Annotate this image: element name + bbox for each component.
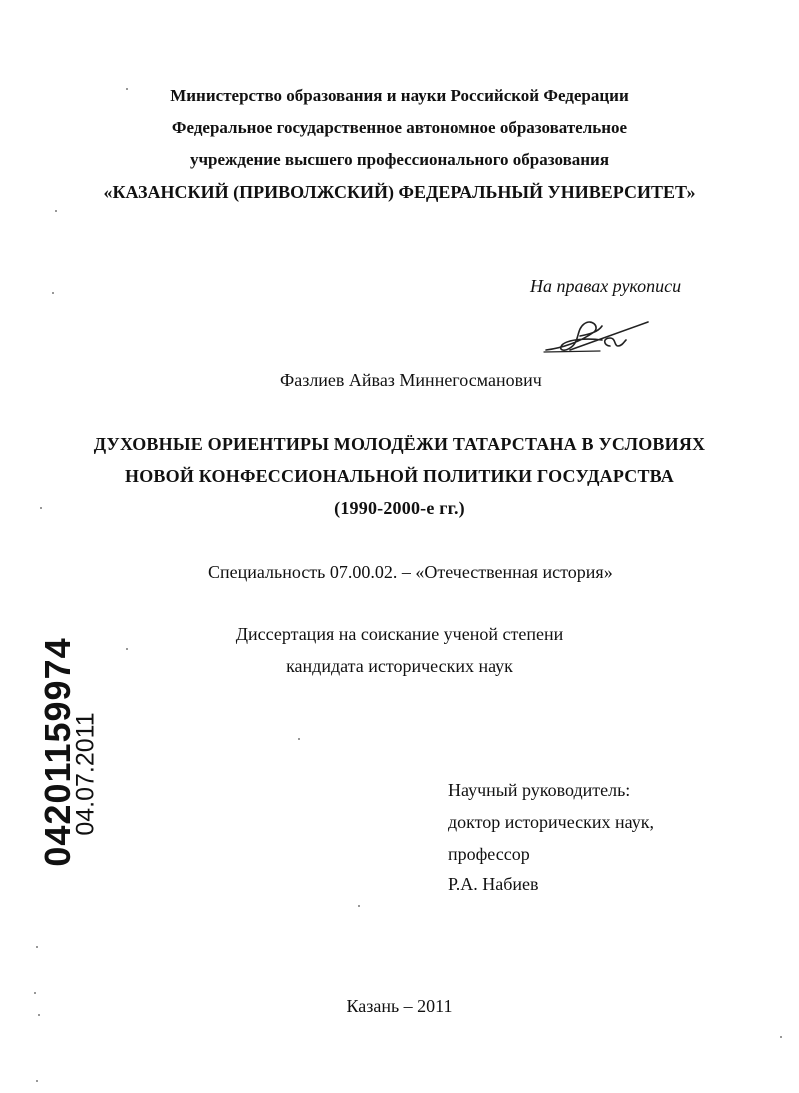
institution-type-line: Федеральное государственное автономное образовательное — [171, 118, 628, 137]
institution-education-line: учреждение высшего профессионального образования — [189, 150, 610, 169]
supervisor-label: Научный руководитель: — [448, 780, 631, 800]
dissertation-line-2: кандидата исторических наук — [286, 656, 513, 676]
scan-speck — [38, 1014, 40, 1016]
title-line-3: (1990-2000-е гг.) — [334, 498, 465, 518]
manuscript-note: На правах рукописи — [530, 276, 682, 296]
ministry-line: Министерство образования и науки Российской Федерации — [170, 86, 629, 105]
supervisor-degree: доктор исторических наук, — [448, 812, 654, 832]
scan-speck — [36, 1080, 38, 1082]
specialty: Специальность 07.00.02. – «Отечественная история» — [208, 562, 613, 582]
scan-speck — [52, 292, 54, 294]
title-line-2: НОВОЙ КОНФЕССИОНАЛЬНОЙ ПОЛИТИКИ ГОСУДАРСТВА — [125, 466, 674, 486]
city-year: Казань – 2011 — [346, 996, 453, 1016]
supervisor-rank: профессор — [448, 844, 530, 864]
scan-speck — [55, 210, 57, 212]
scan-speck — [358, 905, 360, 907]
library-stamp-code: 04201159974 — [37, 637, 78, 867]
supervisor-name: Р.А. Набиев — [448, 874, 539, 894]
scan-speck — [126, 88, 128, 90]
scan-speck — [36, 946, 38, 948]
scan-speck — [40, 507, 42, 509]
signature-icon — [540, 312, 650, 358]
title-line-1: ДУХОВНЫЕ ОРИЕНТИРЫ МОЛОДЁЖИ ТАТАРСТАНА В УСЛОВИЯХ — [93, 434, 706, 454]
author-name: Фазлиев Айваз Миннегосманович — [280, 370, 542, 390]
university-name: «КАЗАНСКИЙ (ПРИВОЛЖСКИЙ) ФЕДЕРАЛЬНЫЙ УНИВЕРСИТЕТ» — [103, 182, 696, 202]
scan-speck — [298, 738, 300, 740]
dissertation-line-1: Диссертация на соискание ученой степени — [235, 624, 564, 644]
library-stamp-date: 04.07.2011 — [71, 712, 100, 836]
scan-speck — [126, 648, 128, 650]
scan-speck — [34, 992, 36, 994]
scan-speck — [780, 1036, 782, 1038]
